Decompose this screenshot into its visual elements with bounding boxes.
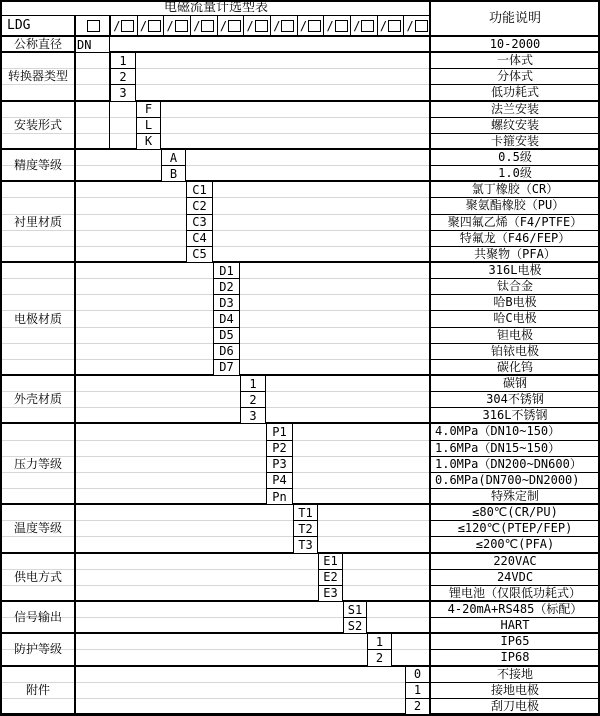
- empty-code-square-icon: [175, 20, 188, 32]
- option-code-box: S2: [343, 617, 367, 634]
- code-box-cell: [323, 15, 350, 36]
- option-desc: 0.6MPa(DN700~DN2000): [435, 472, 580, 487]
- option-code-box: F: [136, 101, 161, 118]
- option-code-box: P2: [266, 440, 293, 457]
- code-box-cell: [163, 15, 190, 36]
- option-code-box: D7: [213, 359, 240, 376]
- empty-code-square-icon: [121, 20, 134, 32]
- option-code-box: E1: [318, 553, 343, 570]
- empty-code-square-icon: [335, 20, 348, 32]
- group-label: 公称直径: [13, 37, 62, 52]
- option-code-box: 0: [405, 666, 430, 683]
- option-code-box: 2: [405, 698, 430, 715]
- option-code-box: C1: [186, 181, 213, 198]
- group-label: 温度等级: [13, 521, 62, 536]
- empty-code-square-icon: [415, 20, 428, 32]
- option-code-box: T2: [293, 520, 318, 537]
- code-box-cell: [75, 15, 110, 36]
- slash-separator: /: [379, 18, 388, 33]
- option-code-box: D1: [213, 262, 240, 279]
- option-desc: ≤80℃(CR/PU): [472, 505, 558, 520]
- slash-separator: /: [273, 18, 281, 33]
- slash-separator: /: [193, 18, 201, 33]
- empty-code-square-icon: [87, 20, 100, 32]
- code-box-cell: [297, 15, 324, 36]
- option-desc: ≤120℃(PTEP/FEP): [457, 521, 573, 536]
- model-prefix-label: LDG: [7, 17, 31, 33]
- option-code-box: C4: [186, 230, 213, 247]
- slash-separator: /: [299, 18, 308, 33]
- slash-separator: /: [326, 18, 334, 33]
- option-code-box: DN: [75, 36, 110, 53]
- option-code-box: 1: [110, 52, 136, 69]
- code-box-cell: [110, 15, 137, 36]
- group-label: 外壳材质: [13, 392, 62, 407]
- option-desc: 4.0MPa（DN10~150）: [435, 424, 561, 439]
- option-code-box: 3: [110, 84, 136, 101]
- option-code-box: D3: [213, 294, 240, 311]
- option-desc: 低功耗式: [490, 85, 539, 100]
- option-desc: 哈C电极: [493, 311, 537, 326]
- table-title: 电磁流量计选型表: [163, 1, 268, 14]
- code-box-cell: [377, 15, 404, 36]
- option-desc: 220VAC: [493, 553, 537, 568]
- empty-code-square-icon: [388, 20, 401, 32]
- option-desc: 特氟龙（F46/FEP）: [459, 230, 571, 245]
- option-desc: 钛合金: [496, 279, 533, 294]
- group-label: 信号输出: [13, 610, 62, 625]
- option-code-box: P4: [266, 472, 293, 489]
- slash-separator: /: [246, 18, 254, 33]
- option-desc: 316L电极: [488, 263, 542, 278]
- option-desc: 锂电池（仅限低功耗式）: [448, 585, 581, 600]
- option-code-box: 1: [405, 682, 430, 699]
- option-desc: 哈B电极: [493, 295, 537, 310]
- option-desc: 304不锈钢: [486, 392, 544, 407]
- empty-code-square-icon: [148, 20, 161, 32]
- option-desc: 卡箍安装: [490, 133, 539, 148]
- option-code-box: T3: [293, 536, 318, 553]
- option-desc: 4-20mA+RS485（标配）: [447, 602, 583, 617]
- group-label: 衬里材质: [13, 214, 62, 229]
- option-desc: 特殊定制: [490, 489, 539, 504]
- option-code-box: P3: [266, 456, 293, 473]
- option-code-box: A: [161, 149, 186, 166]
- option-desc: IP65: [500, 634, 530, 649]
- option-code-box: D4: [213, 310, 240, 327]
- code-box-cell: [217, 15, 244, 36]
- code-box-cell: [403, 15, 430, 36]
- option-desc: 一体式: [496, 53, 533, 68]
- group-label: 精度等级: [13, 158, 62, 173]
- option-code-box: D5: [213, 327, 240, 344]
- empty-code-square-icon: [361, 20, 374, 32]
- empty-code-square-icon: [281, 20, 294, 32]
- slash-separator: /: [406, 18, 414, 33]
- option-code-box: P1: [266, 423, 293, 440]
- option-code-box: D6: [213, 343, 240, 360]
- option-code-box: S1: [343, 601, 367, 618]
- option-desc: 钽电极: [496, 327, 533, 342]
- option-code-box: 2: [240, 391, 266, 408]
- option-desc: 0.5级: [498, 150, 532, 165]
- option-code-box: B: [161, 165, 186, 182]
- option-desc: 10-2000: [489, 37, 541, 52]
- option-code-box: C3: [186, 214, 213, 231]
- code-box-cell: [350, 15, 377, 36]
- option-desc: 1.0MPa（DN200~DN600）: [435, 456, 582, 471]
- option-code-box: 3: [240, 407, 266, 424]
- group-label: 供电方式: [13, 569, 62, 584]
- option-code-box: 1: [367, 633, 392, 650]
- option-code-box: E3: [318, 585, 343, 602]
- code-box-cell: [137, 15, 164, 36]
- option-code-box: K: [136, 133, 161, 150]
- option-desc: 316L不锈钢: [482, 408, 548, 423]
- option-desc: 碳钢: [502, 376, 527, 391]
- option-desc: 聚氨酯橡胶（PU）: [465, 198, 565, 213]
- empty-code-square-icon: [201, 20, 214, 32]
- slash-separator: /: [353, 18, 361, 33]
- option-code-box: Pn: [266, 488, 293, 505]
- function-description-header: 功能说明: [488, 11, 541, 26]
- option-desc: 分体式: [496, 69, 533, 84]
- option-code-box: 1: [240, 375, 266, 392]
- group-label: 压力等级: [13, 456, 62, 471]
- slash-separator: /: [139, 18, 148, 33]
- option-desc: 接地电极: [490, 682, 539, 697]
- option-code-box: 2: [367, 649, 392, 666]
- code-box-cell: [243, 15, 270, 36]
- option-code-box: C5: [186, 246, 213, 263]
- option-code-box: C2: [186, 197, 213, 214]
- group-label: 电极材质: [13, 311, 62, 326]
- option-desc: 螺纹安装: [490, 117, 539, 132]
- code-box-cell: [190, 15, 217, 36]
- group-label: 附件: [25, 682, 50, 697]
- empty-code-square-icon: [308, 20, 321, 32]
- code-box-cell: [270, 15, 297, 36]
- option-desc: 不接地: [496, 666, 533, 681]
- option-desc: 法兰安装: [490, 101, 539, 116]
- option-desc: 碳化钨: [496, 359, 533, 374]
- option-code-box: L: [136, 117, 161, 134]
- option-desc: 铂铱电极: [490, 343, 539, 358]
- group-label: 转换器类型: [7, 69, 68, 84]
- slash-separator: /: [219, 18, 228, 33]
- option-desc: 刮刀电极: [490, 698, 539, 713]
- option-desc: 氯丁橡胶（CR）: [471, 182, 559, 197]
- group-label: 防护等级: [13, 642, 62, 657]
- slash-separator: /: [113, 18, 121, 33]
- option-desc: 共聚物（PFA）: [474, 246, 556, 261]
- option-code-box: 2: [110, 68, 136, 85]
- group-label: 安装形式: [13, 117, 62, 132]
- option-desc: IP68: [500, 650, 530, 665]
- option-code-box: D2: [213, 278, 240, 295]
- option-code-box: T1: [293, 504, 318, 521]
- option-desc: 1.0级: [498, 166, 532, 181]
- option-code-box: E2: [318, 569, 343, 586]
- label-column-border: [74, 15, 76, 716]
- option-desc: 1.6MPa（DN15~150）: [435, 440, 561, 455]
- option-desc: 聚四氟乙烯（F4/PTFE）: [447, 214, 583, 229]
- option-desc: HART: [500, 618, 530, 633]
- slash-separator: /: [166, 18, 174, 33]
- empty-code-square-icon: [255, 20, 268, 32]
- option-desc: 24VDC: [496, 569, 534, 584]
- option-desc: ≤200℃(PFA): [475, 537, 555, 552]
- empty-code-square-icon: [228, 20, 241, 32]
